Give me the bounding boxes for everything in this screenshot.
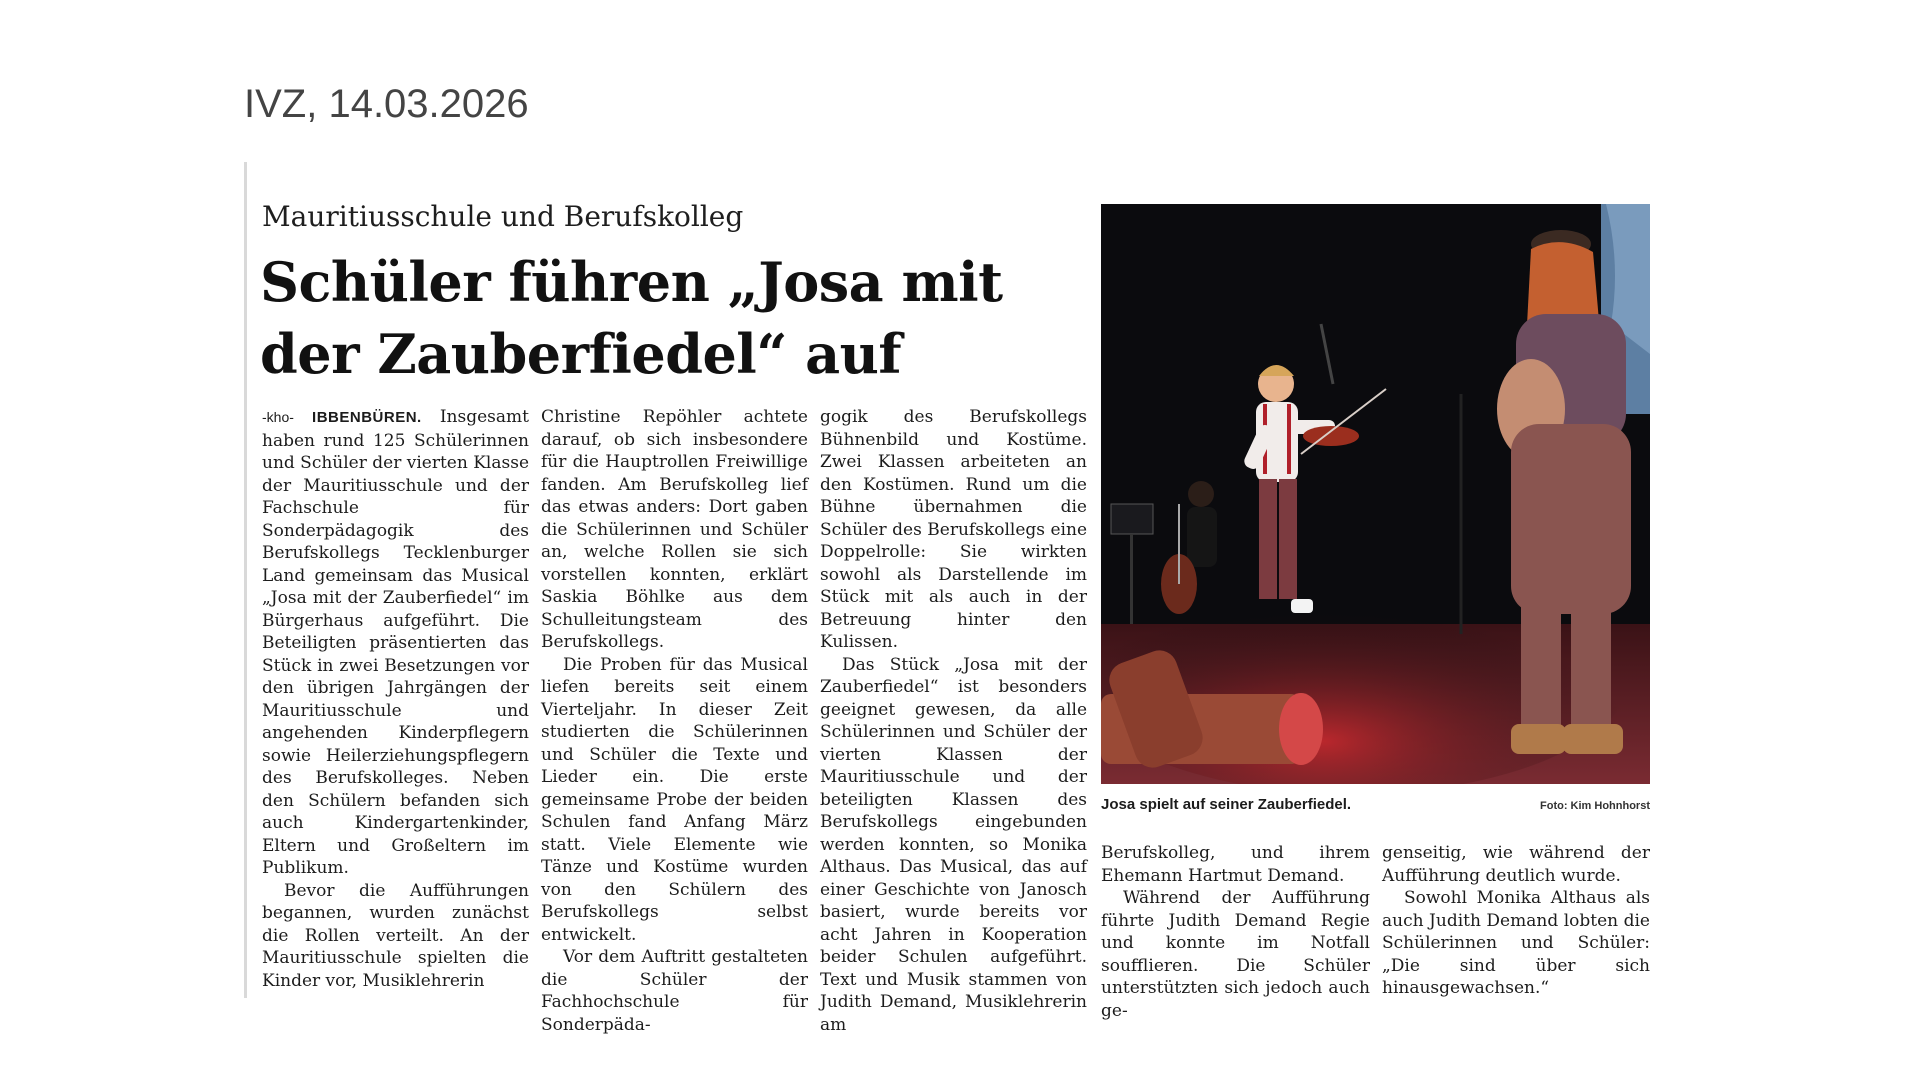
- stage-scene-illustration: [1101, 204, 1650, 784]
- article-paragraph: [262, 406, 529, 880]
- text-column-4: [1101, 842, 1370, 1022]
- article-paragraph: Vor dem Auftritt gestalteten die Schüler der Fachhochschule für Sonderpäda-: [541, 947, 808, 1035]
- newspaper-clipping: [244, 162, 1650, 1035]
- article-paragraph: Bevor die Aufführungen begannen, wurden zunächst die Rollen verteilt. An der Mauritiusschule spielten die Kinder vor, Musiklehrerin: [262, 880, 529, 991]
- paragraph-text: Insgesamt haben rund 125 Schülerinnen und Schüler der vierten Klasse der Mauritiusschule und der Fachschule für Sonderpädagogik des Berufskollegs Tecklenburger Land gemeinsam das Musical „Josa mit der Zauberfiedel“ im Bürgerhaus aufgeführt. Die Beteiligten präsentierten das Stück in zwei Besetzungen vor den übrigen Jahrgängen der Mauritiusschule und angehenden Kinderpflegern sowie Heilerziehungspflegern des Berufskolleges. Neben den Schülern befanden sich auch Kindergartenkinder, Eltern und Großeltern im Publikum.: [262, 407, 530, 878]
- text-column-2: [541, 406, 808, 1036]
- clipping-edge-rule: [244, 162, 247, 998]
- author-tag: -kho-: [262, 409, 294, 425]
- source-line: IVZ, 14.03.2026: [244, 82, 529, 126]
- article-paragraph: gogik des Berufskollegs Bühnenbild und Kostüme. Zwei Klassen arbeiteten an den Kostümen. Rund um die Bühne übernahmen die Schüler des Berufskollegs eine Doppelrolle: Sie wirkten sowohl als Darstellende im Stück mit als auch in der Betreuung hinter den Kulissen.: [820, 407, 1087, 652]
- text-column-1: [262, 406, 529, 992]
- article-kicker: Mauritiusschule und Berufskolleg: [262, 200, 744, 233]
- article-paragraph: Berufskolleg, und ihrem Ehemann Hartmut Demand.: [1101, 843, 1370, 886]
- article-headline: Schüler führen „Josa mit der Zauberfiedel“ auf: [260, 250, 1003, 386]
- article-paragraph: Sowohl Monika Althaus als auch Judith Demand lobten die Schülerinnen und Schüler: „Die sind über sich hinausgewachsen.“: [1382, 888, 1650, 998]
- article-paragraph: Die Proben für das Musical liefen bereits seit einem Vierteljahr. In dieser Zeit studierten die Schülerinnen und Schüler die Texte und Lieder ein. Die erste gemeinsame Probe der beiden Schulen fand Anfang März statt. Viele Elemente wie Tänze und Kostüme wurden von den Schülern des Berufskollegs selbst entwickelt.: [541, 654, 808, 945]
- photo-credit: Foto: Kim Hohnhorst: [1540, 800, 1650, 812]
- article-paragraph: Während der Aufführung führte Judith Demand Regie und konnte im Notfall soufflieren. Die Schüler unterstützten sich jedoch auch ge-: [1101, 888, 1370, 1021]
- dateline: IBBENBÜREN.: [312, 409, 422, 426]
- article-paragraph: Das Stück „Josa mit der Zauberfiedel“ ist besonders geeignet gewesen, da alle Schülerinnen und Schüler der vierten Klassen der Mauritiusschule und der beteiligten Klassen des Berufskollegs eingebunden werden konnten, so Monika Althaus. Das Musical, das auf einer Geschichte von Janosch basiert, wurde bereits vor acht Jahren in Kooperation beider Schulen aufgeführt. Text und Musik stammen von Judith Demand, Musiklehrerin am: [820, 654, 1087, 1035]
- article-paragraph: genseitig, wie während der Aufführung deutlich wurde.: [1382, 843, 1650, 886]
- photo-caption: Josa spielt auf seiner Zauberfiedel.: [1101, 796, 1352, 813]
- text-column-3: [820, 406, 1087, 1036]
- text-column-5: [1382, 842, 1650, 1000]
- article-photo: [1101, 204, 1650, 784]
- article-paragraph: Christine Repöhler achtete darauf, ob sich insbesondere für die Hauptrollen Freiwillige fanden. Am Berufskolleg lief das etwas anders: Dort gaben die Schülerinnen und Schüler an, welche Rollen sie sich vorstellen konnten, erklärt Saskia Böhlke aus dem Schulleitungsteam des Berufskollegs.: [541, 407, 808, 652]
- cellist: [1188, 481, 1214, 507]
